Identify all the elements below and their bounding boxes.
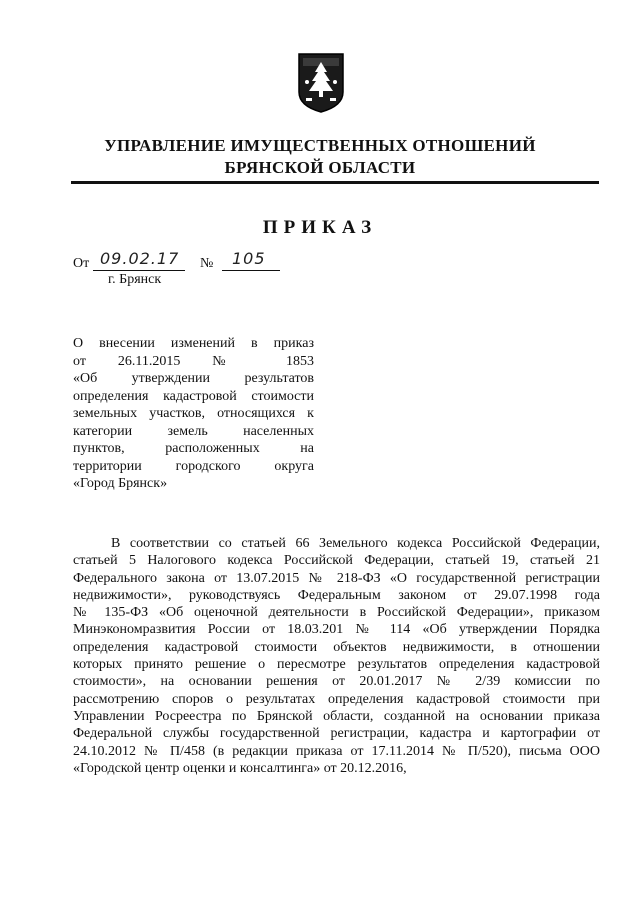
city: г. Брянск: [108, 272, 162, 287]
body-line: рассмотрению споров о результатах определения кадастровой стоимости при: [73, 691, 600, 707]
body-line: В соответствии со статьей 66 Земельного кодекса Российской Федерации,: [111, 536, 600, 551]
body-line: Федеральной службы государственной регистрации, кадастра и картографии от: [73, 726, 600, 742]
subject-line: «Город Брянск»: [73, 476, 168, 491]
subject-line: от 26.11.2015 № 1853: [73, 353, 314, 369]
subject-line: пунктов, расположенных на: [73, 441, 314, 456]
body-line: «Городской центр оценки и консалтинга» от 20.12.2016,: [73, 760, 407, 776]
date-prefix: От: [73, 256, 90, 271]
body-line: недвижимости», руководствуясь Федеральным законом от 29.07.1998 года: [73, 587, 600, 603]
body-line: Федерального закона от 13.07.2015 № 218-ФЗ «О государственной регистрации: [73, 570, 600, 586]
body-line: которых принято решение о пересмотре результатов определения кадастровой: [73, 657, 600, 673]
subject-line: земельных участков, относящихся к: [73, 406, 314, 421]
date-underline: [93, 270, 185, 271]
subject-line: категории земель населенных: [73, 423, 314, 439]
body-line: 24.10.2012 № П/458 (в редакции приказа от 17.11.2014 № П/520), письма ООО: [73, 743, 600, 759]
organization-title-line-2: БРЯНСКОЙ ОБЛАСТИ: [224, 158, 416, 177]
body-line: статьей 5 Налогового кодекса Российской Федерации, статьей 19, статьей 21: [73, 553, 600, 569]
organization-title-line-1: УПРАВЛЕНИЕ ИМУЩЕСТВЕННЫХ ОТНОШЕНИЙ: [104, 136, 536, 155]
body-line: № 135-ФЗ «Об оценочной деятельности в Российской Федерации», приказом: [73, 605, 600, 621]
document-type-title: ПРИКАЗ: [262, 217, 378, 238]
subject-line: территории городского округа: [73, 458, 314, 474]
preamble-paragraph: [73, 535, 600, 777]
order-subject: [73, 335, 314, 493]
body-line: Управлении Росреестра по Брянской области, созданной на основании приказа: [73, 708, 600, 724]
body-line: определения кадастровой стоимости объектов недвижимости, в отношении: [73, 639, 600, 655]
subject-line: определения кадастровой стоимости: [73, 388, 314, 404]
subject-line: О внесении изменений в приказ: [73, 336, 314, 351]
number-value: 105: [232, 249, 266, 268]
date-value: 09.02.17: [100, 249, 180, 268]
number-underline: [222, 270, 280, 271]
body-line: Минэкономразвития России от 18.03.201 № 114 «Об утверждении Порядка: [73, 622, 600, 638]
subject-line: «Об утверждении результатов: [73, 371, 314, 386]
body-line: стоимости», на основании решения от 20.01.2017 № 2/39 комиссии по: [73, 674, 600, 690]
bryansk-coat-of-arms-icon: [297, 52, 345, 114]
number-prefix: №: [200, 256, 214, 271]
header-divider: [71, 181, 599, 184]
